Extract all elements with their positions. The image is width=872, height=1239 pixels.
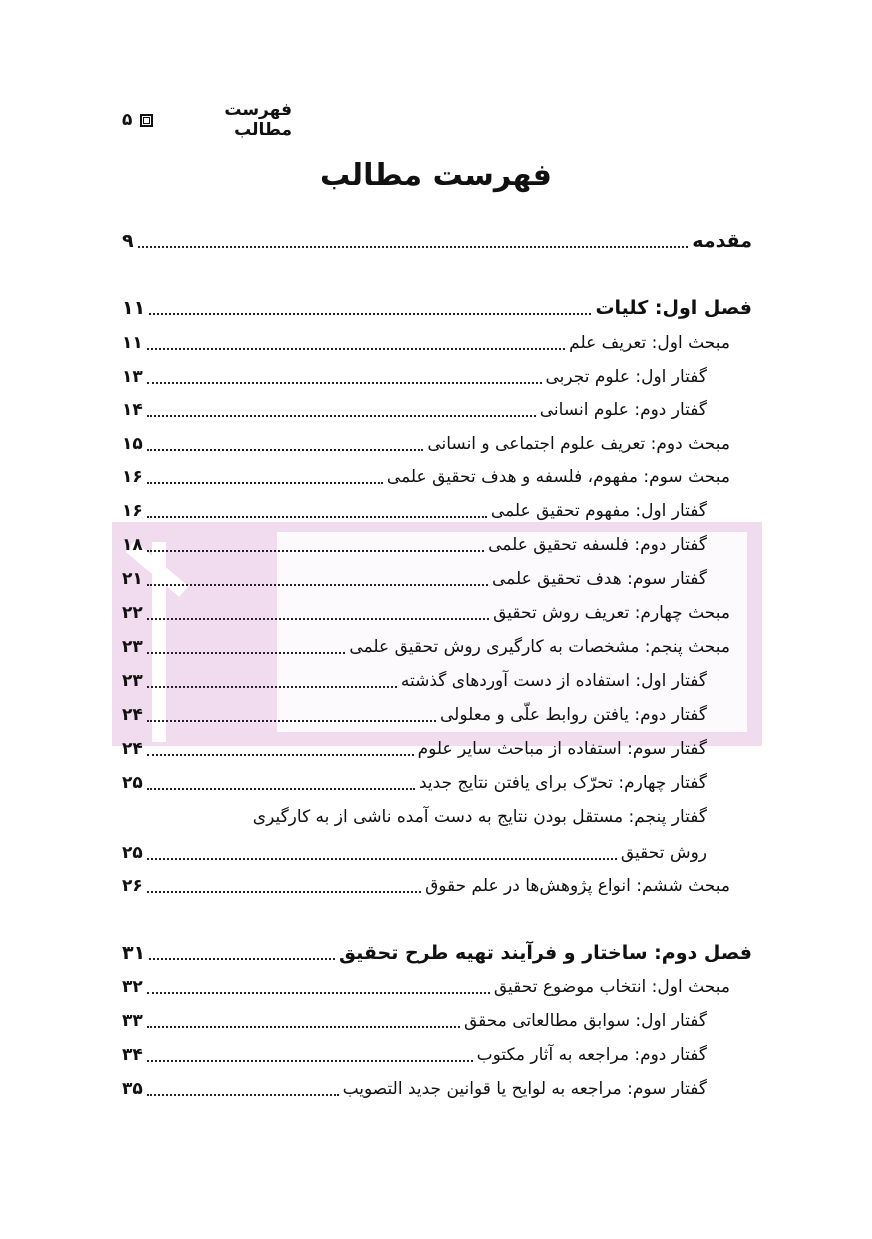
- running-header: [122, 100, 292, 140]
- leader-dots: [147, 449, 424, 451]
- leader-dots: [147, 891, 421, 893]
- toc-entry[interactable]: مبحث ششم: انواع پژوهش‌ها در علم حقوق ۲۶: [122, 876, 730, 896]
- toc-entry[interactable]: مبحث دوم: تعریف علوم اجتماعی و انسانی ۱۵: [122, 434, 730, 454]
- leader-dots: [147, 482, 383, 484]
- toc-entry[interactable]: مبحث اول: تعریف علم ۱۱: [122, 333, 730, 353]
- leader-dots: [147, 618, 489, 620]
- leader-dots: [147, 584, 488, 586]
- toc-entry[interactable]: گفتار اول: علوم تجربی ۱۳: [122, 367, 707, 387]
- toc-entry[interactable]: گفتار دوم: علوم انسانی ۱۴: [122, 400, 707, 420]
- leader-dots: [147, 415, 536, 417]
- toc-entry[interactable]: مبحث اول: انتخاب موضوع تحقیق ۳۲: [122, 977, 730, 997]
- leader-dots: [147, 1060, 473, 1062]
- leader-dots: [147, 382, 542, 384]
- leader-dots: [147, 992, 490, 994]
- toc-entry[interactable]: روش تحقیق ۲۵: [122, 843, 707, 863]
- toc-entry[interactable]: گفتار اول: استفاده از دست آوردهای گذشته ۲۳: [122, 671, 707, 691]
- leader-dots: [147, 788, 415, 790]
- toc-entry[interactable]: مقدمه ۹: [122, 230, 752, 252]
- leader-dots: [149, 313, 591, 315]
- leader-dots: [147, 754, 414, 756]
- toc-entry[interactable]: گفتار سوم: استفاده از مباحث سایر علوم ۲۴: [122, 739, 707, 759]
- page-number: ۵: [122, 110, 133, 130]
- leader-dots: [138, 246, 689, 248]
- toc-entry[interactable]: مبحث چهارم: تعریف روش تحقیق ۲۲: [122, 603, 730, 623]
- toc-entry[interactable]: گفتار سوم: هدف تحقیق علمی ۲۱: [122, 569, 707, 589]
- square-bullet-icon: [140, 114, 153, 127]
- toc-entry[interactable]: گفتار دوم: فلسفه تحقیق علمی ۱۸: [122, 535, 707, 555]
- leader-dots: [147, 1094, 339, 1096]
- toc-entry[interactable]: گفتار دوم: یافتن روابط علّی و معلولی ۲۴: [122, 705, 707, 725]
- toc-entry[interactable]: مبحث پنجم: مشخصات به کارگیری روش تحقیق علمی ۲۳: [122, 637, 730, 657]
- running-title: فهرست مطالب: [224, 100, 292, 140]
- leader-dots: [149, 958, 335, 960]
- toc-entry[interactable]: گفتار اول: مفهوم تحقیق علمی ۱۶: [122, 501, 707, 521]
- leader-dots: [147, 348, 565, 350]
- page-title: فهرست مطالب: [320, 158, 552, 193]
- toc-entry-wrapped-line[interactable]: گفتار پنجم: مستقل بودن نتایج به دست آمده ناشی از به کارگیری: [252, 807, 707, 827]
- toc-entry[interactable]: گفتار سوم: مراجعه به لوایح یا قوانین جدید التصویب ۳۵: [122, 1079, 707, 1099]
- leader-dots: [147, 516, 487, 518]
- leader-dots: [147, 858, 617, 860]
- toc-entry[interactable]: گفتار اول: سوابق مطالعاتی محقق ۳۳: [122, 1011, 707, 1031]
- toc-entry[interactable]: گفتار چهارم: تحرّک برای یافتن نتایج جدید ۲۵: [122, 773, 707, 793]
- leader-dots: [147, 720, 436, 722]
- leader-dots: [147, 686, 397, 688]
- leader-dots: [147, 1026, 460, 1028]
- toc-entry[interactable]: گفتار دوم: مراجعه به آثار مکتوب ۳۴: [122, 1045, 707, 1065]
- toc-entry[interactable]: مبحث سوم: مفهوم، فلسفه و هدف تحقیق علمی ۱۶: [122, 467, 730, 487]
- leader-dots: [147, 550, 484, 552]
- leader-dots: [147, 652, 346, 654]
- toc-chapter[interactable]: فصل اول: کلیات ۱۱: [122, 297, 752, 319]
- toc-chapter[interactable]: فصل دوم: ساختار و فرآیند تهیه طرح تحقیق ۳۱: [122, 942, 752, 964]
